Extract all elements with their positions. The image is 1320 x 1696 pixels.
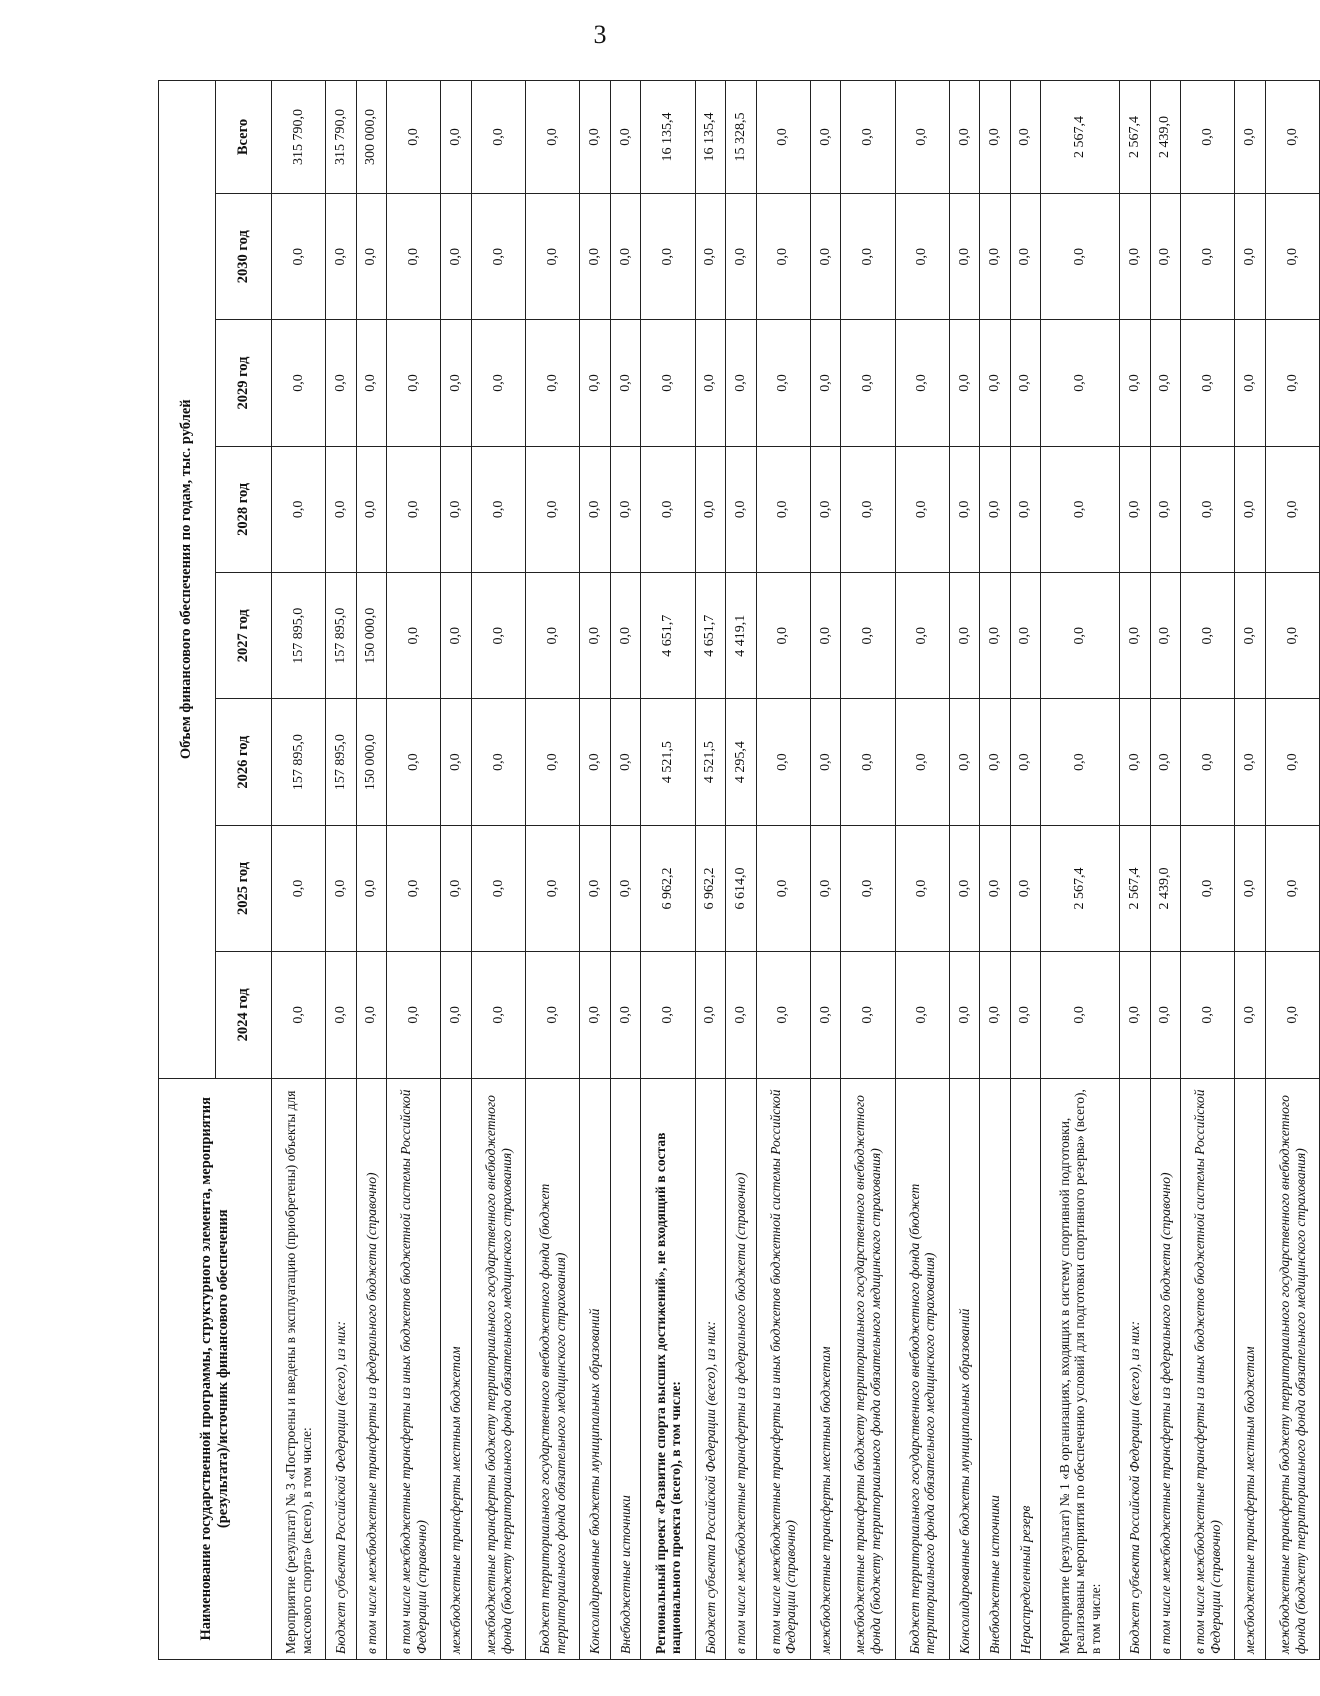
row-value-cell: 0,0 [387,573,441,699]
row-value-cell: 0,0 [272,320,326,446]
row-value-cell: 0,0 [756,320,810,446]
row-total-cell: 2 567,4 [1120,81,1150,194]
row-value-cell: 0,0 [980,952,1010,1078]
row-label: в том числе межбюджетные трансферты из федерального бюджета (справочно) [1150,1078,1180,1659]
row-value-cell: 0,0 [1120,320,1150,446]
table-row [580,81,610,1660]
row-value-cell: 4 651,7 [641,573,695,699]
row-value-cell: 0,0 [756,573,810,699]
row-value-cell: 0,0 [1235,699,1265,825]
row-value-cell: 0,0 [756,952,810,1078]
table-row [526,81,580,1660]
row-value-cell: 0,0 [272,446,326,572]
row-value-cell: 0,0 [1150,573,1180,699]
table-body [272,81,1320,1660]
table-row [641,81,695,1660]
row-total-cell: 0,0 [810,81,840,194]
row-value-cell: 0,0 [387,952,441,1078]
row-value-cell: 0,0 [1120,699,1150,825]
row-value-cell: 0,0 [610,320,640,446]
row-value-cell: 0,0 [841,446,895,572]
financing-table [158,80,1320,1660]
row-value-cell: 0,0 [580,699,610,825]
table-row [356,81,386,1660]
row-label: межбюджетные трансферты бюджету территориального государственного внебюджетного фонда (бюджету территориального фонда обязательного медицинского страхования) [1265,1078,1319,1659]
row-value-cell: 0,0 [841,320,895,446]
row-value-cell: 0,0 [841,825,895,951]
row-total-cell: 315 790,0 [326,81,356,194]
row-value-cell: 0,0 [1265,825,1319,951]
row-value-cell: 0,0 [949,320,979,446]
row-value-cell: 0,0 [441,320,471,446]
row-value-cell: 0,0 [841,699,895,825]
row-value-cell: 0,0 [471,952,525,1078]
row-value-cell: 0,0 [1181,952,1235,1078]
row-label: Бюджет субъекта Российской Федерации (всего), из них: [326,1078,356,1659]
row-value-cell: 0,0 [1235,446,1265,572]
row-value-cell: 0,0 [641,446,695,572]
row-value-cell: 0,0 [441,825,471,951]
row-label: Бюджет территориального государственного внебюджетного фонда (бюджет территориального фонда обязательного медицинского страхования) [895,1078,949,1659]
row-total-cell: 0,0 [895,81,949,194]
row-value-cell: 0,0 [471,825,525,951]
row-value-cell: 0,0 [526,573,580,699]
row-total-cell: 0,0 [526,81,580,194]
row-value-cell: 0,0 [1235,320,1265,446]
row-value-cell: 0,0 [1010,446,1040,572]
row-value-cell: 0,0 [726,320,756,446]
row-value-cell: 0,0 [326,825,356,951]
row-value-cell: 0,0 [326,320,356,446]
row-value-cell: 0,0 [1041,320,1120,446]
year-header-2026: 2026 год [215,699,272,825]
row-value-cell: 0,0 [471,446,525,572]
row-total-cell: 0,0 [610,81,640,194]
row-value-cell: 0,0 [695,194,725,320]
row-label: в том числе межбюджетные трансферты из федерального бюджета (справочно) [726,1078,756,1659]
row-value-cell: 0,0 [949,446,979,572]
row-value-cell: 0,0 [810,952,840,1078]
row-value-cell: 0,0 [1150,194,1180,320]
table-row [895,81,949,1660]
row-value-cell: 6 962,2 [641,825,695,951]
row-value-cell: 0,0 [471,699,525,825]
row-value-cell: 0,0 [471,194,525,320]
row-value-cell: 0,0 [356,194,386,320]
year-header-2025: 2025 год [215,825,272,951]
row-total-cell: 0,0 [1181,81,1235,194]
row-value-cell: 0,0 [526,825,580,951]
row-value-cell: 0,0 [387,194,441,320]
row-value-cell: 0,0 [526,320,580,446]
table-row [841,81,895,1660]
table-row [1235,81,1265,1660]
row-total-cell: 0,0 [1235,81,1265,194]
row-value-cell: 157 895,0 [272,699,326,825]
row-label: в том числе межбюджетные трансферты из иных бюджетов бюджетной системы Российской Федерации (справочно) [756,1078,810,1659]
row-label: Внебюджетные источники [980,1078,1010,1659]
row-value-cell: 0,0 [1010,320,1040,446]
row-value-cell: 0,0 [1235,952,1265,1078]
row-value-cell: 0,0 [980,699,1010,825]
row-value-cell: 0,0 [441,573,471,699]
row-total-cell: 0,0 [1265,81,1319,194]
row-label: Региональный проект «Развитие спорта высших достижений», не входящий в состав национального проекта (всего), в том числе: [641,1078,695,1659]
row-value-cell: 0,0 [526,446,580,572]
row-value-cell: 0,0 [1265,194,1319,320]
row-total-cell: 2 439,0 [1150,81,1180,194]
row-value-cell: 0,0 [441,446,471,572]
row-value-cell: 0,0 [580,320,610,446]
row-value-cell: 0,0 [641,952,695,1078]
table-row [387,81,441,1660]
row-total-cell: 0,0 [471,81,525,194]
row-label: в том числе межбюджетные трансферты из иных бюджетов бюджетной системы Российской Федерации (справочно) [387,1078,441,1659]
row-value-cell: 0,0 [895,320,949,446]
row-value-cell: 0,0 [1181,699,1235,825]
row-value-cell: 0,0 [810,194,840,320]
row-total-cell: 0,0 [980,81,1010,194]
row-label: Бюджет субъекта Российской Федерации (всего), из них: [1120,1078,1150,1659]
row-value-cell: 0,0 [387,320,441,446]
table-row [610,81,640,1660]
row-value-cell: 0,0 [1120,952,1150,1078]
row-label: Бюджет субъекта Российской Федерации (всего), из них: [695,1078,725,1659]
row-value-cell: 0,0 [949,699,979,825]
row-label: межбюджетные трансферты бюджету территориального государственного внебюджетного фонда (бюджету территориального фонда обязательного медицинского страхования) [841,1078,895,1659]
row-value-cell: 0,0 [387,825,441,951]
table-row [1150,81,1180,1660]
row-total-cell: 315 790,0 [272,81,326,194]
row-value-cell: 0,0 [471,320,525,446]
row-value-cell: 0,0 [895,952,949,1078]
row-value-cell: 150 000,0 [356,699,386,825]
row-label: Нераспределенный резерв [1010,1078,1040,1659]
row-value-cell: 0,0 [272,194,326,320]
row-value-cell: 0,0 [726,446,756,572]
row-value-cell: 0,0 [949,573,979,699]
row-value-cell: 0,0 [641,320,695,446]
row-value-cell: 0,0 [1265,699,1319,825]
table-row [1120,81,1150,1660]
row-value-cell: 0,0 [1010,699,1040,825]
table-row [1041,81,1120,1660]
row-value-cell: 0,0 [1181,194,1235,320]
row-total-cell: 0,0 [1010,81,1040,194]
row-value-cell: 0,0 [610,194,640,320]
row-value-cell: 0,0 [610,446,640,572]
row-value-cell: 0,0 [841,952,895,1078]
row-value-cell: 0,0 [810,573,840,699]
row-value-cell: 157 895,0 [326,573,356,699]
row-value-cell: 0,0 [356,952,386,1078]
row-value-cell: 0,0 [610,573,640,699]
row-total-cell: 300 000,0 [356,81,386,194]
table-row [471,81,525,1660]
row-value-cell: 0,0 [756,825,810,951]
row-value-cell: 0,0 [1010,194,1040,320]
row-total-cell: 0,0 [841,81,895,194]
row-value-cell: 0,0 [356,825,386,951]
row-value-cell: 0,0 [641,194,695,320]
row-value-cell: 0,0 [580,573,610,699]
row-total-cell: 0,0 [580,81,610,194]
row-total-cell: 0,0 [441,81,471,194]
row-value-cell: 150 000,0 [356,573,386,699]
row-total-cell: 15 328,5 [726,81,756,194]
row-value-cell: 0,0 [980,320,1010,446]
table-row [810,81,840,1660]
row-total-cell: 0,0 [387,81,441,194]
table-row [326,81,356,1660]
row-value-cell: 0,0 [356,320,386,446]
row-value-cell: 0,0 [1120,194,1150,320]
row-value-cell: 0,0 [949,952,979,1078]
volume-group-header: Объем финансового обеспечения по годам, тыс. рублей [159,81,216,1079]
row-label: в том числе межбюджетные трансферты из иных бюджетов бюджетной системы Российской Федерации (справочно) [1181,1078,1235,1659]
year-header-2029: 2029 год [215,320,272,446]
row-label: в том числе межбюджетные трансферты из федерального бюджета (справочно) [356,1078,386,1659]
row-value-cell: 0,0 [841,194,895,320]
page-number: 3 [593,20,607,49]
row-value-cell: 0,0 [949,825,979,951]
total-header: Всего [215,81,272,194]
row-value-cell: 0,0 [841,573,895,699]
row-value-cell: 0,0 [756,699,810,825]
row-value-cell: 0,0 [1150,320,1180,446]
row-value-cell: 0,0 [1041,446,1120,572]
row-value-cell: 0,0 [1010,573,1040,699]
row-label: межбюджетные трансферты местным бюджетам [810,1078,840,1659]
rotated-page-content [158,80,1308,1660]
row-value-cell: 0,0 [1265,573,1319,699]
row-value-cell: 0,0 [895,699,949,825]
row-value-cell: 4 521,5 [695,699,725,825]
row-value-cell: 0,0 [695,952,725,1078]
row-value-cell: 0,0 [580,446,610,572]
row-value-cell: 0,0 [1010,952,1040,1078]
row-value-cell: 0,0 [1181,825,1235,951]
row-value-cell: 0,0 [441,952,471,1078]
row-value-cell: 0,0 [1041,573,1120,699]
row-value-cell: 0,0 [526,699,580,825]
row-value-cell: 0,0 [387,699,441,825]
row-value-cell: 0,0 [810,320,840,446]
row-label: Мероприятие (результат) № 1 «В организациях, входящих в систему спортивной подготовки, реализованы мероприятия по обеспечению условий для подготовки спортивного резерва» (всего), в том числе: [1041,1078,1120,1659]
row-value-cell: 2 439,0 [1150,825,1180,951]
row-value-cell: 0,0 [326,952,356,1078]
row-value-cell: 0,0 [1265,320,1319,446]
row-label: межбюджетные трансферты местным бюджетам [441,1078,471,1659]
row-value-cell: 0,0 [1041,194,1120,320]
row-value-cell: 0,0 [1120,573,1150,699]
row-value-cell: 0,0 [610,699,640,825]
row-value-cell: 0,0 [980,194,1010,320]
row-label: Консолидированные бюджеты муниципальных образований [580,1078,610,1659]
row-value-cell: 0,0 [980,573,1010,699]
row-value-cell: 0,0 [756,194,810,320]
row-value-cell: 157 895,0 [326,699,356,825]
row-value-cell: 0,0 [441,699,471,825]
row-value-cell: 0,0 [526,952,580,1078]
row-value-cell: 0,0 [1150,952,1180,1078]
row-value-cell: 4 651,7 [695,573,725,699]
row-value-cell: 6 962,2 [695,825,725,951]
row-value-cell: 0,0 [610,825,640,951]
row-value-cell: 0,0 [726,194,756,320]
row-value-cell: 0,0 [1010,825,1040,951]
table-row [441,81,471,1660]
row-value-cell: 0,0 [610,952,640,1078]
year-header-2024: 2024 год [215,952,272,1078]
row-label: Мероприятие (результат) № 3 «Построены и введены в эксплуатацию (приобретены) объекты для массового спорта» (всего), в том числе: [272,1078,326,1659]
year-header-2027: 2027 год [215,573,272,699]
name-column-header: Наименование государственной программы, структурного элемента, мероприятия (результата)/источник финансового обеспечения [159,1078,272,1659]
row-value-cell: 0,0 [580,952,610,1078]
row-label: межбюджетные трансферты местным бюджетам [1235,1078,1265,1659]
row-label: Бюджет территориального государственного внебюджетного фонда (бюджет территориального фонда обязательного медицинского страхования) [526,1078,580,1659]
row-value-cell: 0,0 [356,446,386,572]
row-value-cell: 0,0 [756,446,810,572]
row-value-cell: 0,0 [895,446,949,572]
row-value-cell: 0,0 [895,573,949,699]
row-value-cell: 0,0 [387,446,441,572]
row-value-cell: 157 895,0 [272,573,326,699]
row-value-cell: 0,0 [695,446,725,572]
row-value-cell: 2 567,4 [1120,825,1150,951]
row-value-cell: 0,0 [1150,699,1180,825]
row-value-cell: 0,0 [1181,446,1235,572]
table-row [756,81,810,1660]
row-value-cell: 0,0 [1235,194,1265,320]
row-value-cell: 0,0 [895,825,949,951]
row-value-cell: 0,0 [441,194,471,320]
row-label: Консолидированные бюджеты муниципальных образований [949,1078,979,1659]
row-value-cell: 0,0 [810,699,840,825]
table-row [1181,81,1235,1660]
year-header-2030: 2030 год [215,194,272,320]
table-row [1010,81,1040,1660]
row-total-cell: 16 135,4 [695,81,725,194]
row-value-cell: 0,0 [980,825,1010,951]
row-value-cell: 4 295,4 [726,699,756,825]
table-row [695,81,725,1660]
row-value-cell: 0,0 [726,952,756,1078]
row-value-cell: 0,0 [1041,699,1120,825]
row-label: межбюджетные трансферты бюджету территориального государственного внебюджетного фонда (бюджету территориального фонда обязательного медицинского страхования) [471,1078,525,1659]
table-row [980,81,1010,1660]
row-value-cell: 0,0 [580,194,610,320]
table-row [272,81,326,1660]
row-total-cell: 0,0 [949,81,979,194]
row-value-cell: 0,0 [810,446,840,572]
row-value-cell: 0,0 [1265,446,1319,572]
row-value-cell: 0,0 [1041,952,1120,1078]
row-value-cell: 0,0 [272,825,326,951]
row-value-cell: 0,0 [1120,446,1150,572]
row-value-cell: 0,0 [895,194,949,320]
row-value-cell: 0,0 [1181,320,1235,446]
row-value-cell: 0,0 [980,446,1010,572]
row-value-cell: 0,0 [272,952,326,1078]
year-header-2028: 2028 год [215,446,272,572]
row-total-cell: 2 567,4 [1041,81,1120,194]
row-value-cell: 0,0 [326,194,356,320]
row-value-cell: 0,0 [526,194,580,320]
table-row [949,81,979,1660]
row-value-cell: 0,0 [949,194,979,320]
row-value-cell: 0,0 [1235,825,1265,951]
row-value-cell: 0,0 [695,320,725,446]
row-total-cell: 0,0 [756,81,810,194]
row-value-cell: 0,0 [1150,446,1180,572]
table-row [1265,81,1319,1660]
row-value-cell: 0,0 [1181,573,1235,699]
row-value-cell: 2 567,4 [1041,825,1120,951]
row-label: Внебюджетные источники [610,1078,640,1659]
row-value-cell: 0,0 [471,573,525,699]
table-row [726,81,756,1660]
row-value-cell: 0,0 [580,825,610,951]
row-value-cell: 6 614,0 [726,825,756,951]
row-value-cell: 4 521,5 [641,699,695,825]
row-value-cell: 0,0 [326,446,356,572]
row-total-cell: 16 135,4 [641,81,695,194]
row-value-cell: 0,0 [810,825,840,951]
row-value-cell: 0,0 [1235,573,1265,699]
row-value-cell: 0,0 [1265,952,1319,1078]
row-value-cell: 4 419,1 [726,573,756,699]
